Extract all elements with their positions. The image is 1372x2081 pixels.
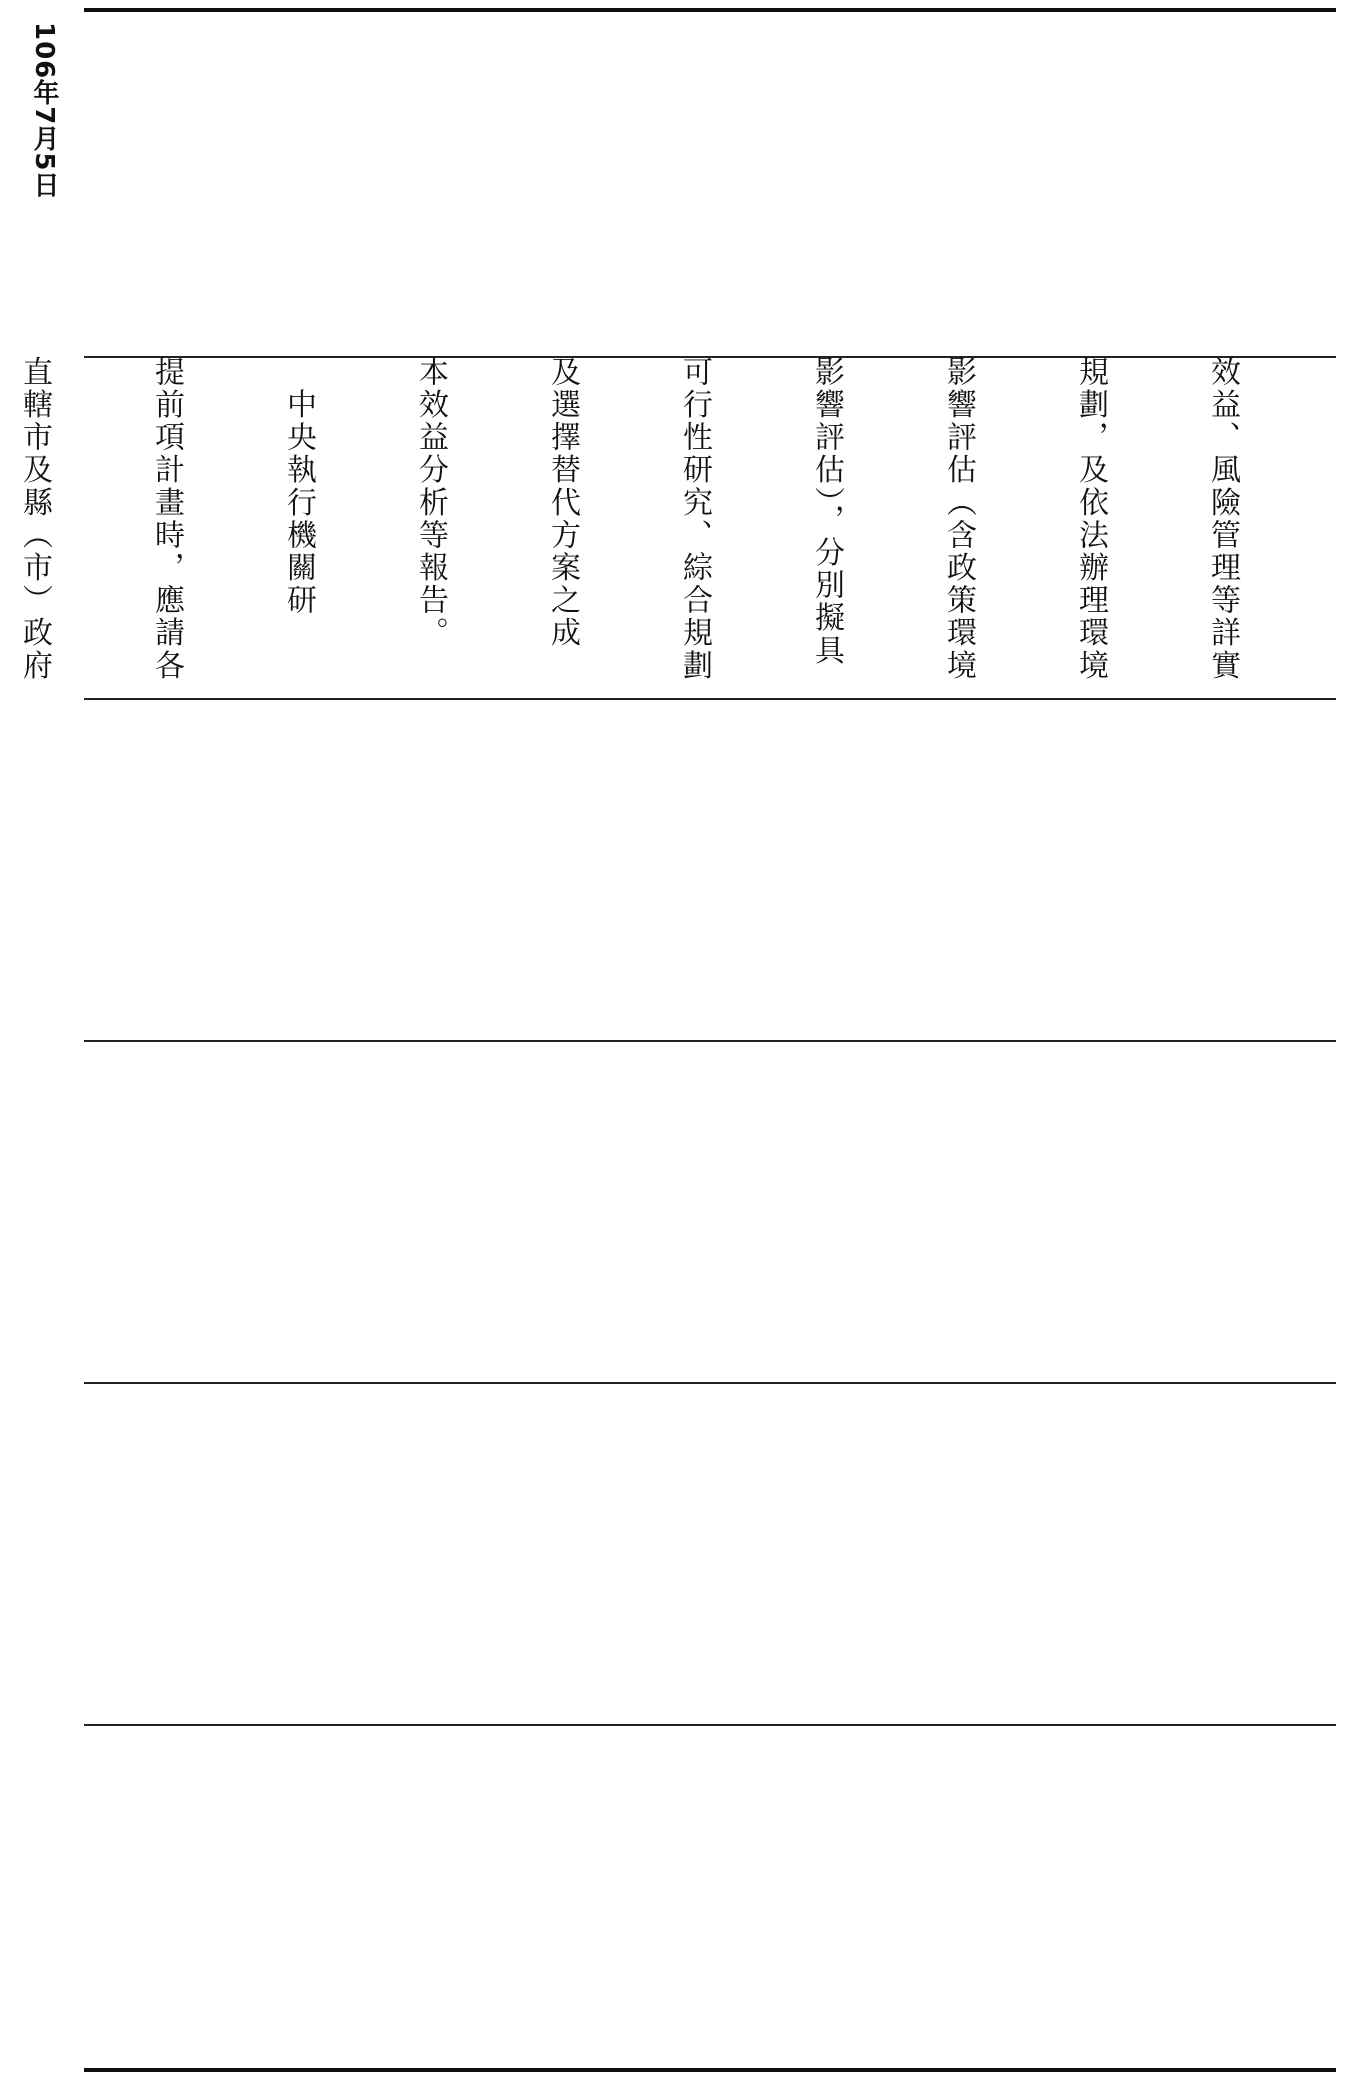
text-line: 本效益分析等報告。 <box>413 356 448 650</box>
column-divider <box>84 1040 1336 1042</box>
text-line: 可行性研究、綜合規劃 <box>677 356 712 682</box>
text-line: 直轄市及縣（市）政府 <box>17 356 52 682</box>
text-line: 規劃，及依法辦理環境 <box>1073 356 1108 682</box>
column-divider <box>84 1724 1336 1726</box>
text-line: 及選擇替代方案之成 <box>545 356 580 650</box>
bottom-rule <box>84 2068 1336 2072</box>
text-line: 效益、風險管理等詳實 <box>1205 356 1240 682</box>
column-divider <box>84 1382 1336 1384</box>
proposal-text-column <box>17 356 1332 706</box>
text-line: 影響評估），分別擬具 <box>809 356 844 667</box>
text-line: 影響評估（含政策環境 <box>941 356 976 682</box>
text-line: 中央執行機關研 <box>281 356 316 617</box>
top-rule <box>84 8 1336 12</box>
text-line: 提前項計畫時，應請各 <box>149 356 184 682</box>
page-date-header: 106年7月5日 <box>29 22 59 199</box>
